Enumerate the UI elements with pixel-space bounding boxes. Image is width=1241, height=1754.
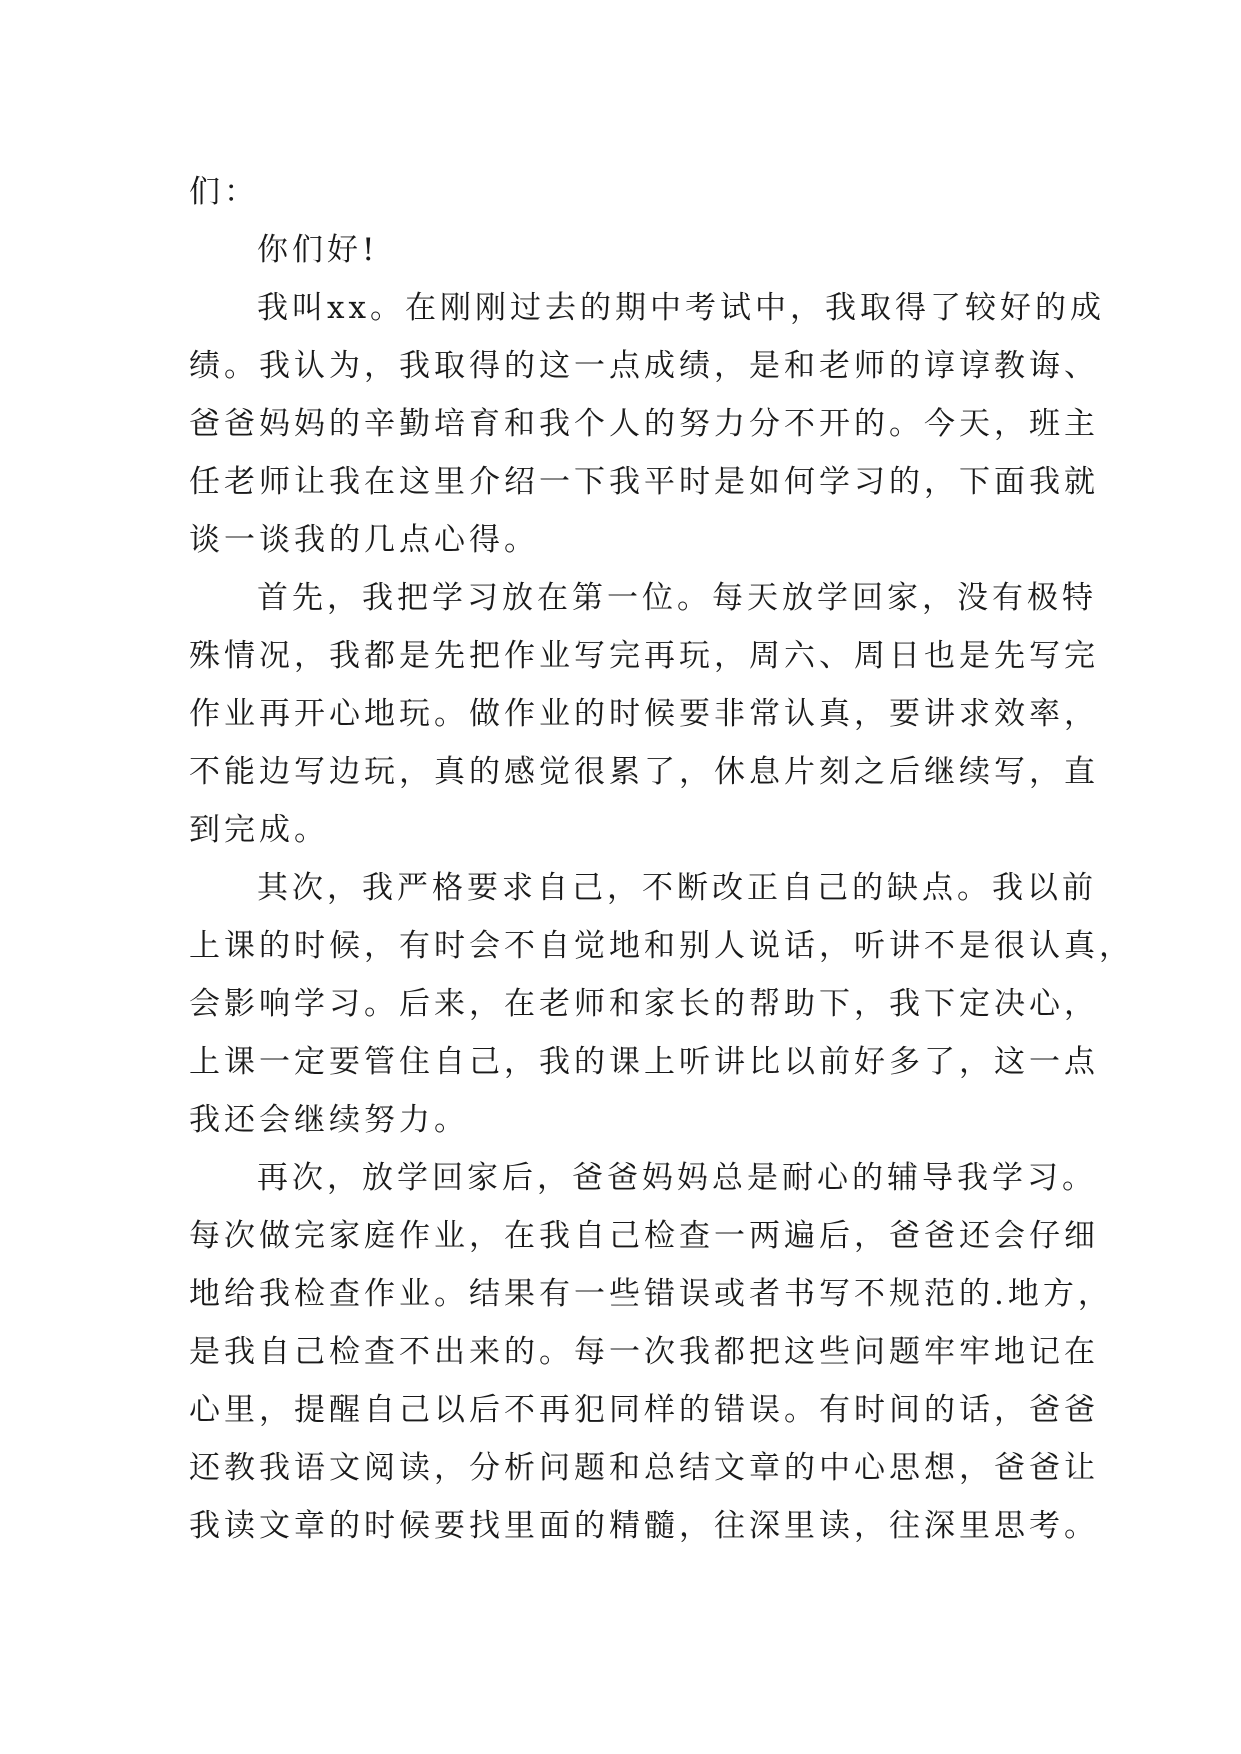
paragraph-4-line: 心里，提醒自己以后不再犯同样的错误。有时间的话，爸爸	[189, 1392, 1099, 1428]
paragraph-2-line: 作业再开心地玩。做作业的时候要非常认真，要讲求效率，	[189, 696, 1099, 732]
paragraph-1-line: 我叫xx。在刚刚过去的期中考试中，我取得了较好的成	[257, 290, 1105, 326]
paragraph-4-line: 还教我语文阅读，分析问题和总结文章的中心思想，爸爸让	[189, 1450, 1099, 1486]
speech-body	[189, 163, 1134, 1555]
paragraph-4-line: 我读文章的时候要找里面的精髓，往深里读，往深里思考。	[189, 1508, 1099, 1544]
paragraph-4-line: 是我自己检查不出来的。每一次我都把这些问题牢牢地记在	[189, 1334, 1099, 1370]
paragraph-3-line: 其次，我严格要求自己，不断改正自己的缺点。我以前	[257, 870, 1097, 906]
greeting-line: 你们好!	[257, 232, 379, 268]
paragraph-3-line: 我还会继续努力。	[189, 1102, 469, 1138]
paragraph-1-line: 谈一谈我的几点心得。	[189, 522, 539, 558]
paragraph-1-line: 绩。我认为，我取得的这一点成绩，是和老师的谆谆教诲、	[189, 348, 1099, 384]
paragraph-3-line: 会影响学习。后来，在老师和家长的帮助下，我下定决心，	[189, 986, 1099, 1022]
paragraph-4-line: 每次做完家庭作业，在我自己检查一两遍后，爸爸还会仔细	[189, 1218, 1099, 1254]
paragraph-3-line: 上课一定要管住自己，我的课上听讲比以前好多了，这一点	[189, 1044, 1099, 1080]
paragraph-4-line: 再次，放学回家后，爸爸妈妈总是耐心的辅导我学习。	[257, 1160, 1097, 1196]
paragraph-1-line: 任老师让我在这里介绍一下我平时是如何学习的，下面我就	[189, 464, 1099, 500]
paragraph-3-line: 上课的时候，有时会不自觉地和别人说话，听讲不是很认真，	[189, 928, 1134, 964]
paragraph-1-line: 爸爸妈妈的辛勤培育和我个人的努力分不开的。今天，班主	[189, 406, 1099, 442]
paragraph-2-line: 首先，我把学习放在第一位。每天放学回家，没有极特	[257, 580, 1097, 616]
paragraph-2-line: 不能边写边玩，真的感觉很累了，休息片刻之后继续写，直	[189, 754, 1099, 790]
paragraph-4-line: 地给我检查作业。结果有一些错误或者书写不规范的.地方，	[189, 1276, 1113, 1312]
paragraph-2-line: 到完成。	[189, 812, 329, 848]
paragraph-2-line: 殊情况，我都是先把作业写完再玩，周六、周日也是先写完	[189, 638, 1099, 674]
text-line: 们：	[189, 174, 259, 210]
